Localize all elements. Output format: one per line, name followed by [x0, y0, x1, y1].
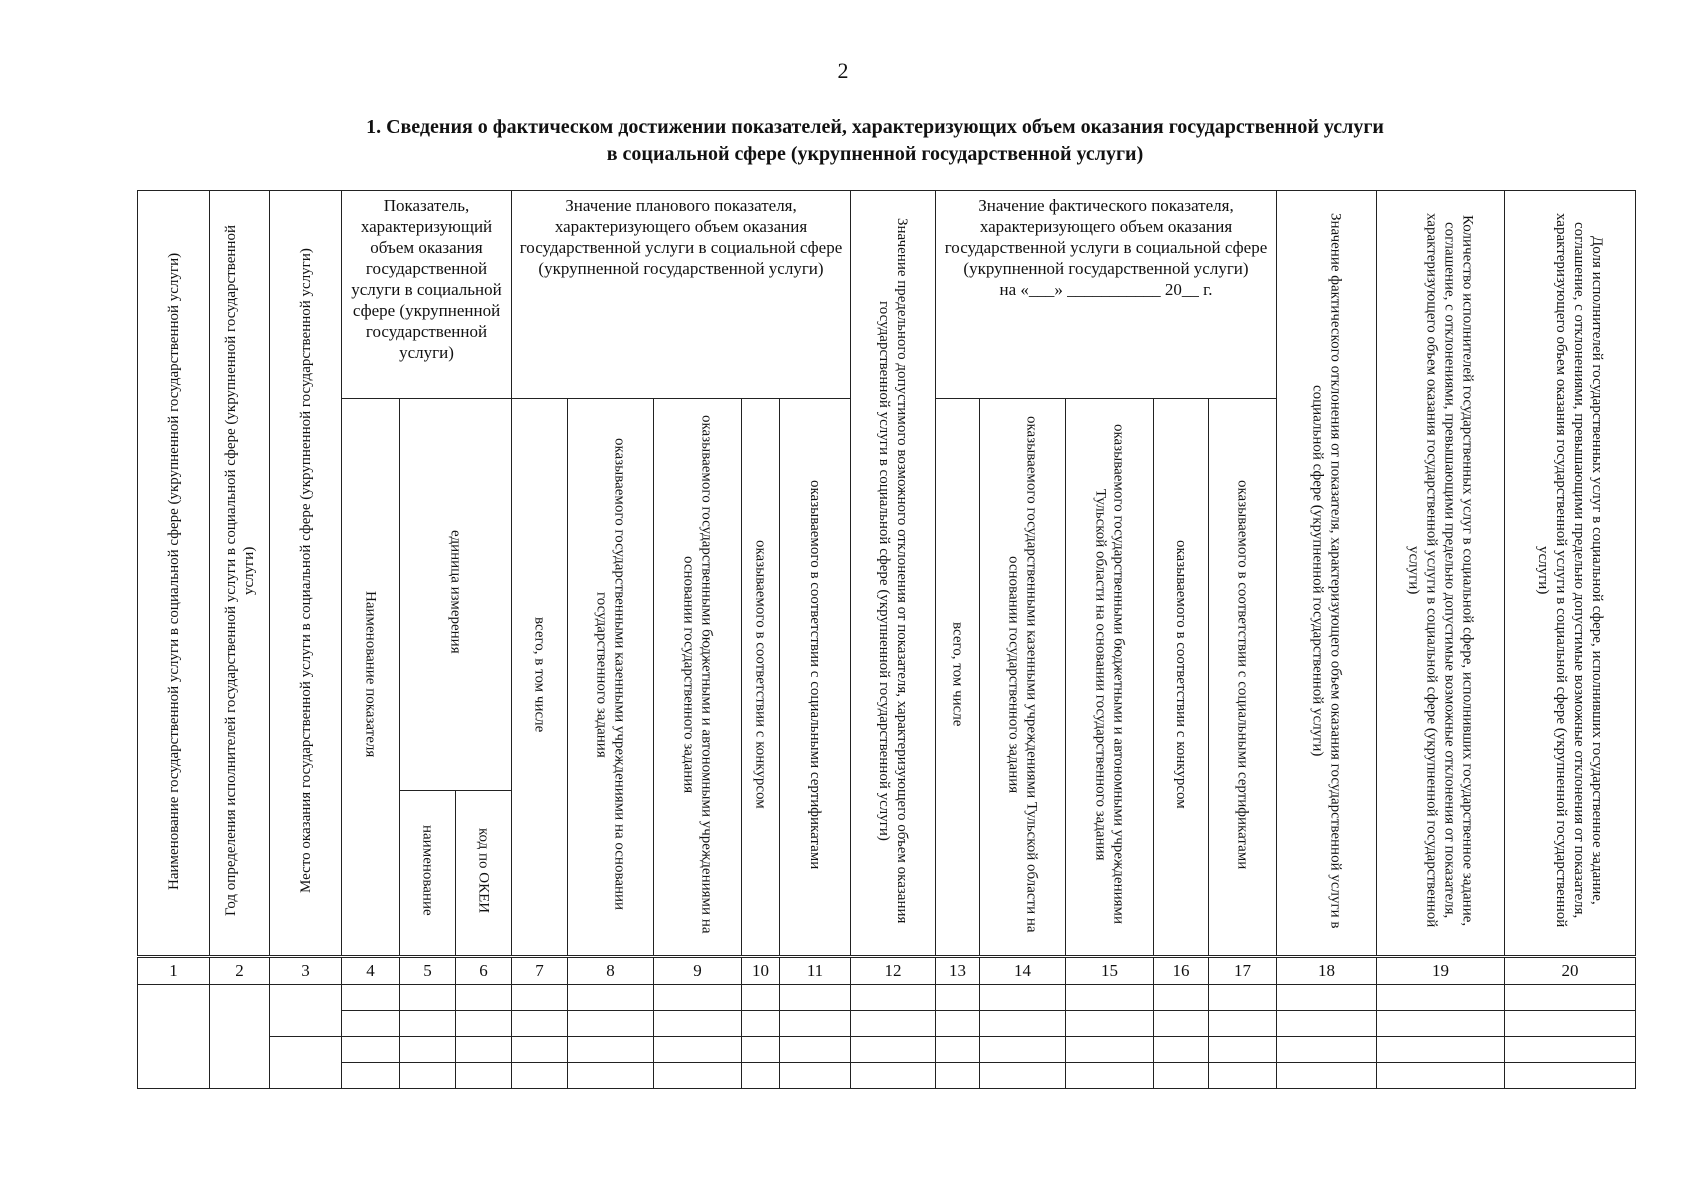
data-cell[interactable]: [742, 1037, 780, 1063]
header-okei-code: код по ОКЕИ: [456, 791, 512, 957]
col-number: 17: [1209, 957, 1277, 985]
data-cell[interactable]: [1066, 985, 1154, 1011]
header-plan-certificates: оказываемого в соответствии с социальными сертификатами: [780, 399, 851, 957]
data-cell[interactable]: [742, 1011, 780, 1037]
data-cell[interactable]: [512, 1063, 568, 1089]
data-cell[interactable]: [936, 1037, 980, 1063]
header-fact-certificates: оказываемого в соответствии с социальными сертификатами: [1209, 399, 1277, 957]
col-number: 5: [400, 957, 456, 985]
data-cell[interactable]: [456, 985, 512, 1011]
header-plan-contest: оказываемого в соответствии с конкурсом: [742, 399, 780, 957]
data-cell[interactable]: [654, 1037, 742, 1063]
col-number: 9: [654, 957, 742, 985]
data-cell[interactable]: [851, 1063, 936, 1089]
col-number: 19: [1377, 957, 1505, 985]
data-cell[interactable]: [568, 1011, 654, 1037]
header-plan-total: всего, в том числе: [512, 399, 568, 957]
col-number: 15: [1066, 957, 1154, 985]
col-number: 2: [210, 957, 270, 985]
data-row: [138, 1063, 1636, 1089]
col-number: 1: [138, 957, 210, 985]
data-cell[interactable]: [456, 1063, 512, 1089]
header-executors-share: Доля исполнителей государственных услуг в социальной сфере, исполнивших государственное задание, соглашение, с отклонениями, превышающими предельно допустимые возможные отклонения от показателя, характеризующего объем оказания государственной услуги в социальной сфере (укрупненной государственной услуги): [1505, 191, 1636, 957]
data-cell[interactable]: [1277, 985, 1377, 1011]
col-number: 16: [1154, 957, 1209, 985]
header-plan-state-owned: оказываемого государственными казенными учреждениями на основании государственного задания: [568, 399, 654, 957]
data-cell[interactable]: [980, 1063, 1066, 1089]
data-cell[interactable]: [1505, 1063, 1636, 1089]
title-line-2: в социальной сфере (укрупненной государственной услуги): [606, 143, 1144, 165]
data-cell[interactable]: [1154, 1063, 1209, 1089]
header-year: Год определения исполнителей государственной услуги в социальной сфере (укрупненной государственной услуги): [210, 191, 270, 957]
data-cell[interactable]: [654, 1063, 742, 1089]
header-indicator-group: Показатель, характеризующий объем оказания государственной услуги в социальной сфере (укрупненной государственной услуги): [342, 191, 512, 399]
data-cell[interactable]: [568, 1037, 654, 1063]
data-cell[interactable]: [780, 985, 851, 1011]
col-number: 20: [1505, 957, 1636, 985]
data-cell[interactable]: [400, 1011, 456, 1037]
data-cell[interactable]: [654, 985, 742, 1011]
data-cell[interactable]: [780, 1037, 851, 1063]
data-cell[interactable]: [400, 1037, 456, 1063]
data-cell[interactable]: [780, 1063, 851, 1089]
data-cell[interactable]: [936, 985, 980, 1011]
header-fact-total: всего, том числе: [936, 399, 980, 957]
data-cell[interactable]: [1377, 985, 1505, 1011]
header-fact-budget: оказываемого государственными бюджетными и автономными учреждениями Тульской области на основании государственного задания: [1066, 399, 1154, 957]
header-max-deviation: Значение предельного допустимого возможного отклонения от показателя, характеризующего объем оказания государственной услуги в социальной сфере (укрупненной государственной услуги): [851, 191, 936, 957]
indicators-table: [137, 190, 1636, 1089]
data-cell[interactable]: [742, 1063, 780, 1089]
data-cell[interactable]: [1154, 1011, 1209, 1037]
col-number: 3: [270, 957, 342, 985]
data-cell[interactable]: [980, 1037, 1066, 1063]
data-row: [138, 1011, 1636, 1037]
data-cell[interactable]: [654, 1011, 742, 1037]
title-line-1: 1. Сведения о фактическом достижении показателей, характеризующих объем оказания государственной услуги: [366, 116, 1384, 138]
data-cell[interactable]: [342, 985, 400, 1011]
col-number: 7: [512, 957, 568, 985]
data-cell[interactable]: [270, 985, 342, 1037]
data-row: [138, 985, 1636, 1011]
data-cell[interactable]: [512, 1011, 568, 1037]
data-cell[interactable]: [1505, 985, 1636, 1011]
data-cell[interactable]: [456, 1037, 512, 1063]
data-cell[interactable]: [1277, 1011, 1377, 1037]
header-fact-contest: оказываемого в соответствии с конкурсом: [1154, 399, 1209, 957]
data-cell[interactable]: [342, 1037, 400, 1063]
header-plan-budget: оказываемого государственными бюджетными и автономными учреждениями на основании государственного задания: [654, 399, 742, 957]
data-row: [138, 1037, 1636, 1063]
data-cell[interactable]: [512, 1037, 568, 1063]
header-fact-deviation: Значение фактического отклонения от показателя, характеризующего объем оказания государственной услуги в социальной сфере (укрупненной государственной услуги): [1277, 191, 1377, 957]
data-cell[interactable]: [270, 1037, 342, 1089]
data-cell[interactable]: [980, 985, 1066, 1011]
col-number: 11: [780, 957, 851, 985]
page-number: 2: [837, 58, 849, 83]
data-cell[interactable]: [1066, 1063, 1154, 1089]
column-numbers-row: [138, 957, 1636, 985]
col-number: 18: [1277, 957, 1377, 985]
data-cell[interactable]: [342, 1063, 400, 1089]
header-plan-group: Значение планового показателя, характеризующего объем оказания государственной услуги в социальной сфере (укрупненной государственной услуги): [512, 191, 851, 399]
data-cell[interactable]: [1377, 1011, 1505, 1037]
data-cell[interactable]: [400, 985, 456, 1011]
data-cell[interactable]: [138, 985, 210, 1089]
col-number: 14: [980, 957, 1066, 985]
data-cell[interactable]: [568, 1063, 654, 1089]
header-unit-name: наименование: [400, 791, 456, 957]
fact-group-text: Значение фактического показателя, характеризующего объем оказания государственной услуги в социальной сфере (укрупненной государственной услуги): [944, 196, 1268, 278]
data-cell[interactable]: [851, 985, 936, 1011]
data-cell[interactable]: [512, 985, 568, 1011]
data-cell[interactable]: [980, 1011, 1066, 1037]
data-cell[interactable]: [1209, 1037, 1277, 1063]
data-cell[interactable]: [1277, 1063, 1377, 1089]
data-cell[interactable]: [742, 985, 780, 1011]
col-number: 13: [936, 957, 980, 985]
data-cell[interactable]: [456, 1011, 512, 1037]
col-number: 8: [568, 957, 654, 985]
data-cell[interactable]: [1154, 1037, 1209, 1063]
col-number: 12: [851, 957, 936, 985]
section-title: [250, 114, 1500, 168]
data-cell[interactable]: [1066, 1037, 1154, 1063]
header-indicator-name: Наименование показателя: [342, 399, 400, 957]
data-cell[interactable]: [1277, 1037, 1377, 1063]
data-cell[interactable]: [1377, 1037, 1505, 1063]
col-number: 6: [456, 957, 512, 985]
data-cell[interactable]: [1209, 1063, 1277, 1089]
header-service-name: Наименование государственной услуги в социальной сфере (укрупненной государственной услуги): [138, 191, 210, 957]
data-cell[interactable]: [851, 1011, 936, 1037]
data-cell[interactable]: [568, 985, 654, 1011]
data-cell[interactable]: [851, 1037, 936, 1063]
header-fact-state-owned: оказываемого государственными казенными учреждениями Тульской области на основании государственного задания: [980, 399, 1066, 957]
data-cell[interactable]: [936, 1063, 980, 1089]
data-cell[interactable]: [1377, 1063, 1505, 1089]
data-cell[interactable]: [1209, 985, 1277, 1011]
fact-group-date: на «___» ___________ 20__ г.: [999, 280, 1213, 299]
data-cell[interactable]: [936, 1011, 980, 1037]
col-number: 10: [742, 957, 780, 985]
header-fact-group: [936, 191, 1277, 399]
data-cell[interactable]: [1505, 1011, 1636, 1037]
data-cell[interactable]: [780, 1011, 851, 1037]
data-cell[interactable]: [342, 1011, 400, 1037]
data-cell[interactable]: [1505, 1037, 1636, 1063]
header-unit: единица измерения: [400, 399, 512, 791]
header-place: Место оказания государственной услуги в социальной сфере (укрупненной государственной услуги): [270, 191, 342, 957]
data-cell[interactable]: [1066, 1011, 1154, 1037]
data-cell[interactable]: [400, 1063, 456, 1089]
data-cell[interactable]: [1154, 985, 1209, 1011]
data-cell[interactable]: [1209, 1011, 1277, 1037]
header-executors-count: Количество исполнителей государственных услуг в социальной сфере, исполнивших государственное задание, соглашение, с отклонениями, превышающими предельно допустимые возможные отклонения от показателя, характеризующего объем оказания государственной услуги в социальной сфере (укрупненной государственной услуги): [1377, 191, 1505, 957]
col-number: 4: [342, 957, 400, 985]
data-cell[interactable]: [210, 985, 270, 1089]
